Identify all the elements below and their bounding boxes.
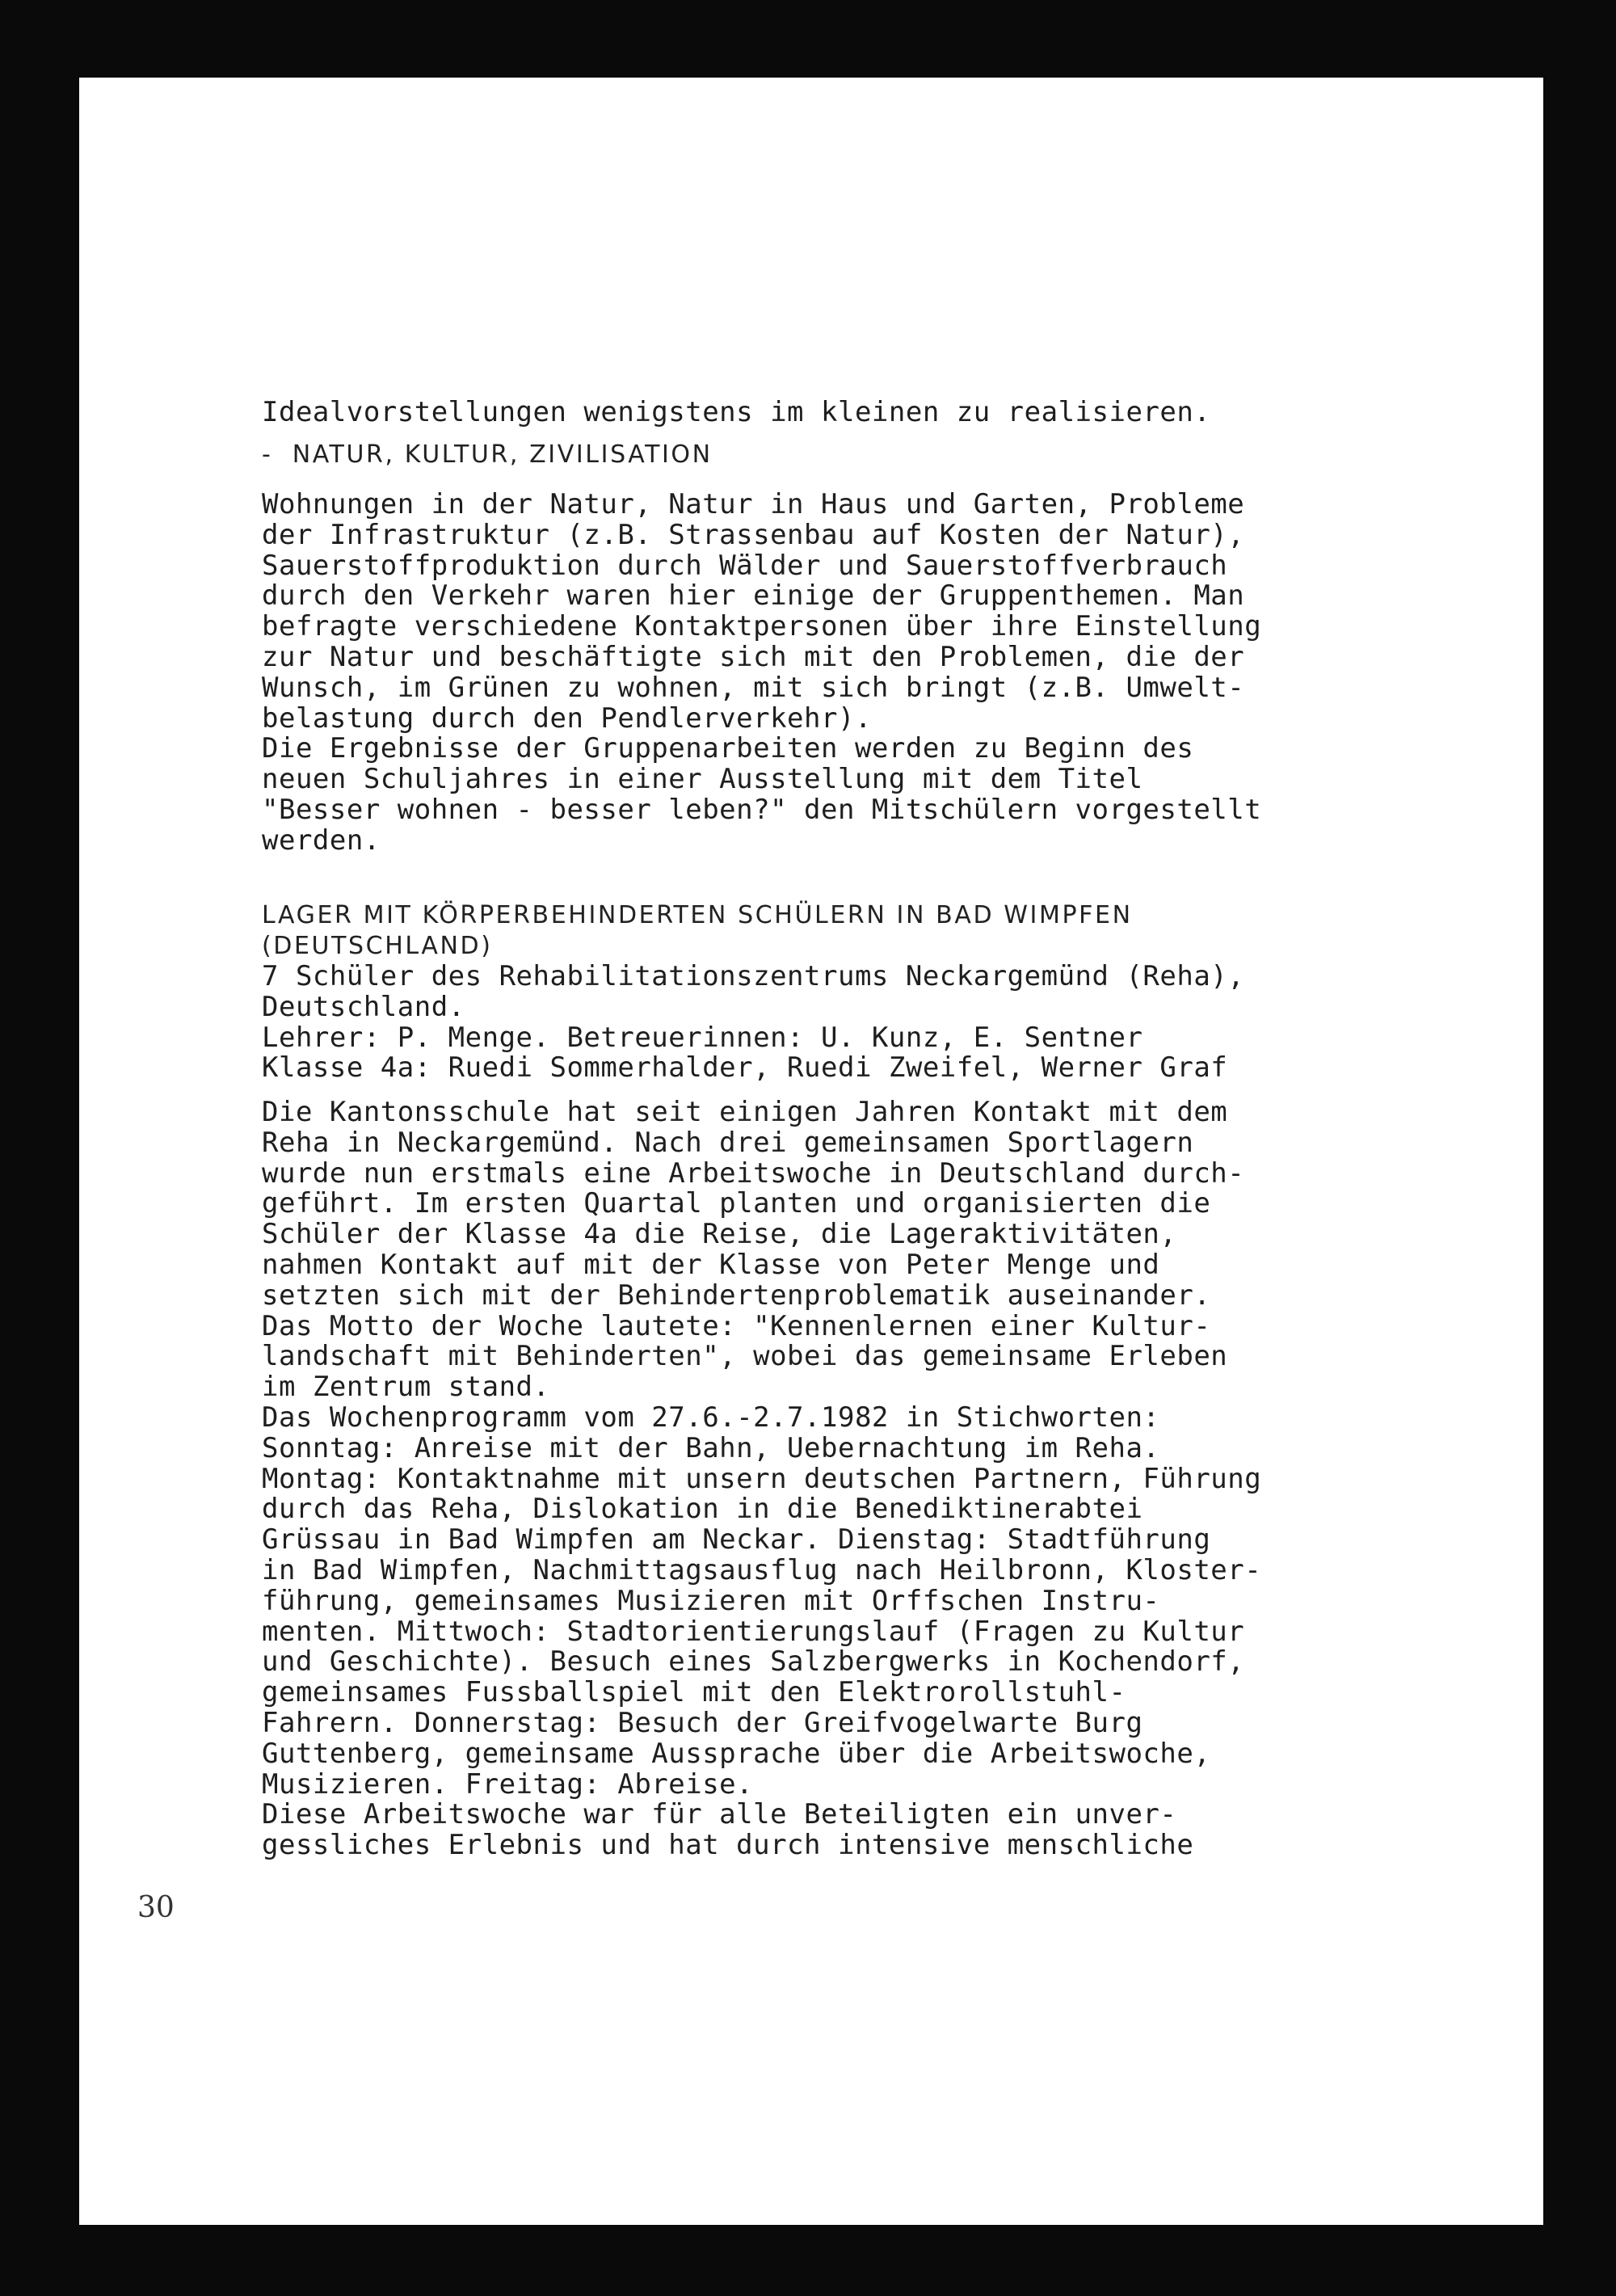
paragraph-line: zur Natur und beschäftigte sich mit den Problemen, die der — [262, 640, 1245, 673]
paragraph-line: setzten sich mit der Behindertenproblematik auseinander. — [262, 1279, 1211, 1312]
paragraph-line: Das Wochenprogramm vom 27.6.-2.7.1982 in Stichworten: — [262, 1401, 1160, 1434]
paragraph-line: Montag: Kontaktnahme mit unsern deutschen Partnern, Führung — [262, 1462, 1262, 1495]
paragraph-line: führung, gemeinsames Musizieren mit Orffschen Instru- — [262, 1584, 1160, 1617]
paragraph-line: Musizieren. Freitag: Abreise. — [262, 1767, 754, 1801]
paragraph-line: und Geschichte). Besuch eines Salzbergwerks in Kochendorf, — [262, 1645, 1245, 1679]
paragraph-line: Sonntag: Anreise mit der Bahn, Uebernachtung im Reha. — [262, 1431, 1160, 1464]
participants-info — [262, 962, 1244, 1084]
paragraph-line: belastung durch den Pendlerverkehr). — [262, 701, 872, 735]
paragraph-natur — [262, 490, 1261, 857]
paragraph-line: Grüssau in Bad Wimpfen am Neckar. Dienstag: Stadtführung — [262, 1523, 1211, 1557]
paragraph-line: durch den Verkehr waren hier einige der Gruppenthemen. Man — [262, 579, 1245, 613]
info-line: Deutschland. — [262, 990, 465, 1023]
paragraph-line: wurde nun erstmals eine Arbeitswoche in Deutschland durch- — [262, 1156, 1245, 1190]
paragraph-line: Die Kantonsschule hat seit einigen Jahren Kontakt mit dem — [262, 1096, 1228, 1128]
paragraph-line: im Zentrum stand. — [262, 1371, 550, 1404]
paragraph-line: Guttenberg, gemeinsame Aussprache über die Arbeitswoche, — [262, 1737, 1211, 1770]
paragraph-line: Diese Arbeitswoche war für alle Beteiligten ein unver- — [262, 1798, 1177, 1831]
scan-border-bottom — [0, 2225, 1616, 2296]
page-number: 30 — [137, 1891, 175, 1924]
paragraph-line: der Infrastruktur (z.B. Strassenbau auf Kosten der Natur), — [262, 518, 1245, 551]
section-heading-lager — [262, 900, 1133, 962]
info-line: 7 Schüler des Rehabilitationszentrums Neckargemünd (Reha), — [262, 960, 1245, 992]
section-heading-natur: - NATUR, KULTUR, ZIVILISATION — [262, 440, 713, 469]
info-line: Lehrer: P. Menge. Betreuerinnen: U. Kunz, E. Sentner — [262, 1021, 1143, 1054]
scan-border-left — [0, 0, 79, 2296]
continued-line: Idealvorstellungen wenigstens im kleinen zu realisieren. — [262, 396, 1211, 428]
info-line: Klasse 4a: Ruedi Sommerhalder, Ruedi Zweifel, Werner Graf — [262, 1051, 1228, 1085]
paragraph-line: landschaft mit Behinderten", wobei das gemeinsame Erleben — [262, 1340, 1228, 1373]
paragraph-line: Schüler der Klasse 4a die Reise, die Lageraktivitäten, — [262, 1218, 1177, 1251]
paragraph-line: Fahrern. Donnerstag: Besuch der Greifvogelwarte Burg — [262, 1706, 1143, 1739]
paragraph-line: neuen Schuljahres in einer Ausstellung mit dem Titel — [262, 763, 1143, 796]
heading-line: LAGER MIT KÖRPERBEHINDERTEN SCHÜLERN IN BAD WIMPFEN — [262, 901, 1133, 929]
paragraph-line: geführt. Im ersten Quartal planten und organisierten die — [262, 1187, 1211, 1220]
paragraph-line: "Besser wohnen - besser leben?" den Mitschülern vorgestellt — [262, 793, 1262, 826]
paragraph-line: Sauerstoffproduktion durch Wälder und Sauerstoffverbrauch — [262, 549, 1228, 582]
paragraph-line: Die Ergebnisse der Gruppenarbeiten werden zu Beginn des — [262, 732, 1194, 765]
paragraph-line: Reha in Neckargemünd. Nach drei gemeinsamen Sportlagern — [262, 1126, 1194, 1159]
scan-border-right — [1543, 0, 1616, 2296]
paragraph-line: nahmen Kontakt auf mit der Klasse von Peter Menge und — [262, 1248, 1160, 1281]
paragraph-line: befragte verschiedene Kontaktpersonen über ihre Einstellung — [262, 610, 1262, 643]
paragraph-line: gessliches Erlebnis und hat durch intensive menschliche — [262, 1829, 1194, 1862]
scan-border-top — [0, 0, 1616, 78]
paragraph-line: Wunsch, im Grünen zu wohnen, mit sich bringt (z.B. Umwelt- — [262, 671, 1245, 704]
paragraph-line: menten. Mittwoch: Stadtorientierungslauf (Fragen zu Kultur — [262, 1615, 1245, 1648]
paragraph-lager — [262, 1097, 1261, 1861]
paragraph-line: in Bad Wimpfen, Nachmittagsausflug nach Heilbronn, Kloster- — [262, 1553, 1262, 1586]
paragraph-line: werden. — [262, 824, 381, 857]
paragraph-line: durch das Reha, Dislokation in die Benediktinerabtei — [262, 1493, 1143, 1526]
paragraph-line: Wohnungen in der Natur, Natur in Haus und Garten, Probleme — [262, 488, 1245, 520]
heading-line: (DEUTSCHLAND) — [262, 932, 493, 960]
paragraph-line: gemeinsames Fussballspiel mit den Elektrorollstuhl- — [262, 1676, 1126, 1709]
paragraph-line: Das Motto der Woche lautete: "Kennenlernen einer Kultur- — [262, 1309, 1211, 1342]
